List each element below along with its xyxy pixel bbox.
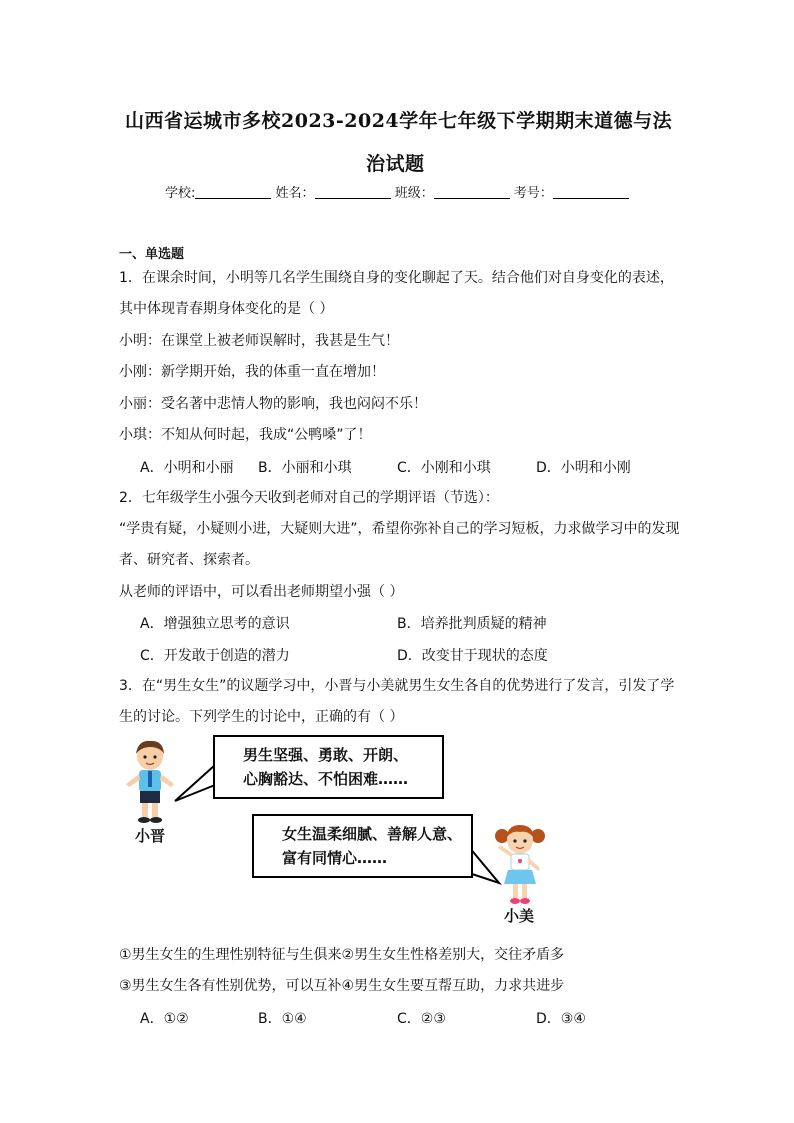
q3-statements-line-1: ①男生女生的生理性别特征与生俱来②男生女生性格差别大，交往矛盾多 (119, 947, 565, 963)
girl-illustration (492, 822, 548, 908)
school-label: 学校: (165, 186, 196, 201)
q1-statement-2: 小刚：新学期开始，我的体重一直在增加！ (119, 364, 385, 380)
school-blank (195, 185, 271, 199)
q1-stem-line-2: 其中体现青春期身体变化的是（ ） (119, 301, 334, 317)
q1-option-c: C．小刚和小琪 (397, 460, 491, 476)
girl-name-label: 小美 (504, 907, 535, 925)
q3-stem-line-1: 3．在“男生女生”的议题学习中，小晋与小美就男生女生各自的优势进行了发言，引发了学 (119, 678, 675, 694)
exam-number-blank (553, 185, 629, 199)
name-label: 姓名： (275, 186, 315, 201)
boy-name-label: 小晋 (135, 827, 166, 845)
page-title-line-2: 治试题 (366, 153, 425, 175)
q2-option-a: A．增强独立思考的意识 (140, 616, 290, 632)
q1-stem-line-1: 1．在课余时间，小明等几名学生围绕自身的变化聊起了天。结合他们对自身变化的表述， (119, 270, 674, 286)
speech-bubble-girl (252, 814, 473, 878)
q2-option-d: D．改变甘于现状的态度 (397, 648, 548, 664)
q3-stem-line-2: 生的讨论。下列学生的讨论中，正确的有（ ） (119, 709, 404, 725)
q2-stem-line-4: 从老师的评语中，可以看出老师期望小强（ ） (119, 584, 404, 600)
name-blank (315, 185, 391, 199)
q1-statement-1: 小明：在课堂上被老师误解时，我甚是生气！ (119, 333, 399, 349)
class-label: 班级： (394, 186, 434, 201)
q2-stem-line-3: 者、研究者、探索者。 (119, 552, 259, 568)
q3-option-d: D．③④ (536, 1011, 586, 1027)
q1-statement-3: 小丽：受名著中悲情人物的影响，我也闷闷不乐！ (119, 396, 427, 412)
student-info-line (165, 182, 629, 201)
q2-option-c: C．开发敢于创造的潜力 (140, 648, 290, 664)
q1-statement-4: 小琪：不知从何时起，我成“公鸭嗓”了！ (119, 427, 372, 443)
q1-option-d: D．小明和小刚 (536, 460, 631, 476)
q2-stem-line-1: 2．七年级学生小强今天收到老师对自己的学期评语（节选）： (119, 490, 499, 506)
q2-option-b: B．培养批判质疑的精神 (397, 616, 547, 632)
speech-bubble-boy (213, 735, 444, 799)
section-heading: 一、单选题 (119, 247, 185, 262)
speech-bubble-girl-text: 女生温柔细腻、善解人意、 富有同情心…… (282, 825, 463, 867)
q3-option-a: A．①② (140, 1011, 189, 1027)
q2-stem-line-2: “学贵有疑，小疑则小进，大疑则大进”，希望你弥补自己的学习短板，力求做学习中的发现 (119, 521, 680, 537)
speech-bubble-boy-text: 男生坚强、勇敢、开朗、 心胸豁达、不怕困难…… (243, 746, 409, 788)
q3-statements-line-2: ③男生女生各有性别优势，可以互补④男生女生要互帮互助，力求共进步 (119, 978, 565, 994)
q3-option-c: C．②③ (397, 1011, 446, 1027)
page-title-line-1: 山西省运城市多校2023-2024学年七年级下学期期末道德与法 (125, 110, 673, 132)
class-blank (434, 185, 510, 199)
q1-option-a: A．小明和小丽 (140, 460, 234, 476)
exam-number-label: 考号： (513, 186, 553, 201)
q1-option-b: B．小丽和小琪 (258, 460, 352, 476)
q3-option-b: B．①④ (258, 1011, 307, 1027)
